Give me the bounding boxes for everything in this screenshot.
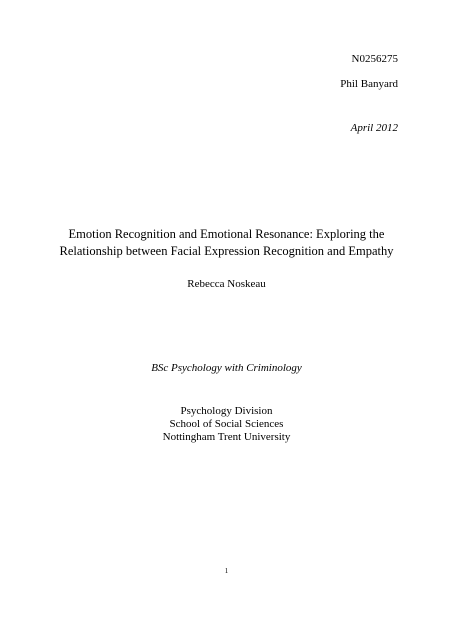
title-line-1: Emotion Recognition and Emotional Resonance: Exploring the	[68, 227, 385, 241]
university-name: Nottingham Trent University	[162, 431, 291, 443]
school-name: School of Social Sciences	[169, 418, 284, 430]
supervisor-name: Phil Banyard	[340, 78, 398, 90]
page-number: 1	[224, 567, 229, 575]
title-line-2: Relationship between Facial Expression Recognition and Empathy	[59, 244, 394, 258]
student-id: N0256275	[351, 53, 398, 65]
degree-program: BSc Psychology with Criminology	[151, 362, 302, 374]
submission-date: April 2012	[350, 122, 398, 134]
division-name: Psychology Division	[180, 405, 273, 417]
author-name: Rebecca Noskeau	[187, 278, 266, 290]
